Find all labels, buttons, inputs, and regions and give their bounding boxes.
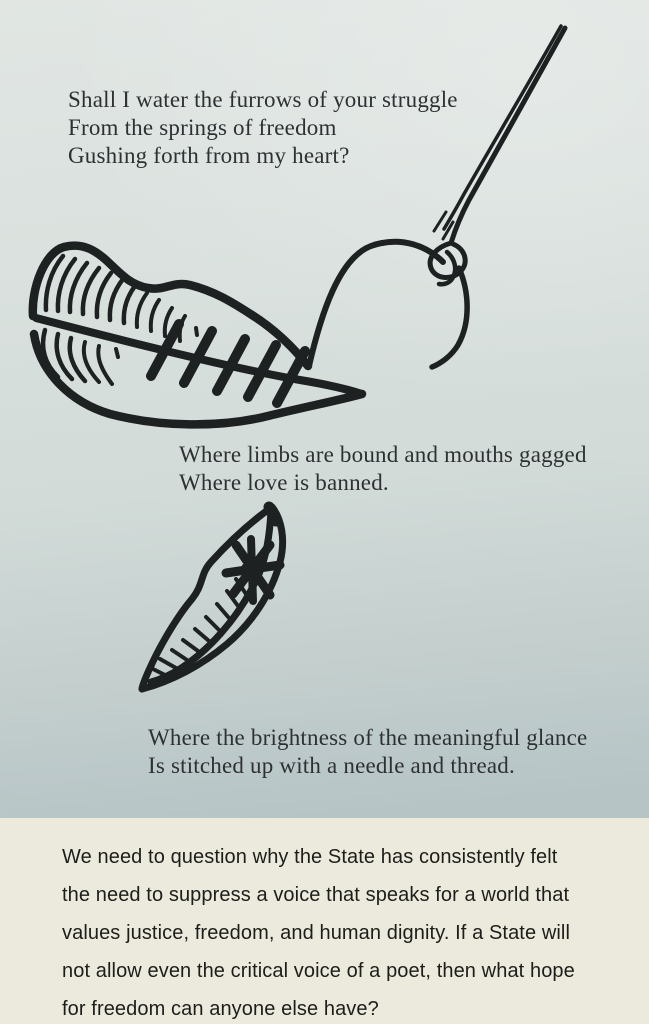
poem-stanza-2 (179, 441, 587, 497)
poem-line: Where the brightness of the meaningful glance (148, 725, 588, 750)
commentary-section (0, 818, 649, 1024)
commentary-line: not allow even the critical voice of a poet, then what hope (62, 960, 575, 982)
poem-line: Gushing forth from my heart? (68, 143, 350, 168)
poem-stanza-1 (68, 86, 458, 170)
stitched-eye-drawing (142, 507, 283, 689)
thread-drawing (309, 242, 467, 367)
commentary-line: for freedom can anyone else have? (62, 998, 379, 1020)
poem-stanza-3 (148, 724, 587, 780)
poem-line: From the springs of freedom (68, 115, 337, 140)
poem-line: Where love is banned. (179, 470, 389, 495)
poem-line: Where limbs are bound and mouths gagged (179, 442, 587, 467)
commentary-line: We need to question why the State has consistently felt (62, 846, 558, 868)
commentary-line: values justice, freedom, and human dignity. If a State will (62, 922, 571, 944)
poem-line: Shall I water the furrows of your struggle (68, 87, 458, 112)
commentary-line: the need to suppress a voice that speaks for a world that (62, 884, 570, 906)
stitched-lips-drawing (33, 246, 362, 425)
poem-line: Is stitched up with a needle and thread. (148, 753, 515, 778)
